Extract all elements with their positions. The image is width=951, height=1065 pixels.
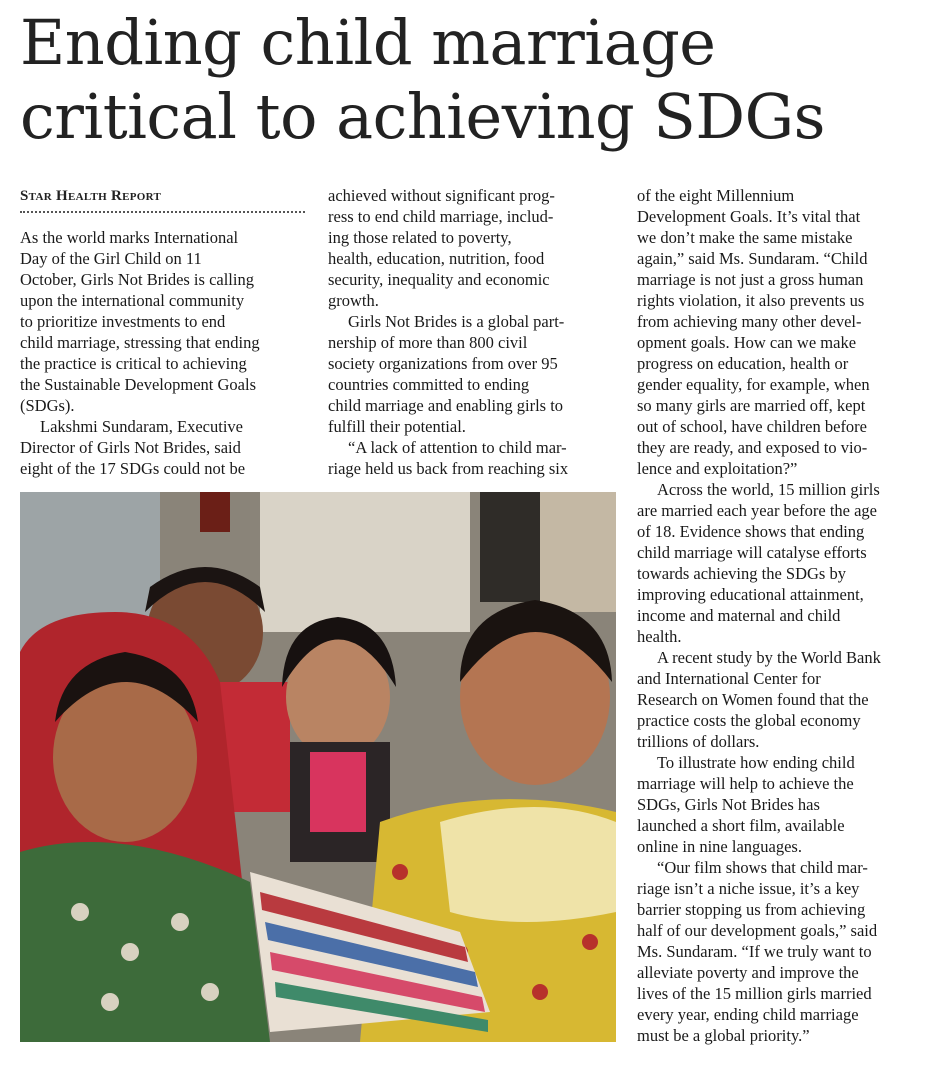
text-line: barrier stopping us from achieving <box>637 900 866 919</box>
text-line: the practice is critical to achieving <box>20 354 247 373</box>
text-line: Director of Girls Not Brides, said <box>20 438 241 457</box>
text-line: gender equality, for example, when <box>637 375 870 394</box>
text-line: upon the international community <box>20 291 245 310</box>
text-line: child marriage and enabling girls to <box>328 396 564 415</box>
text-line: Development Goals. It’s vital that <box>637 207 861 226</box>
text-line: “Our film shows that child mar- <box>657 858 868 877</box>
text-line: so many girls are married off, kept <box>637 396 866 415</box>
text-line: half of our development goals,” said <box>637 921 878 940</box>
text-line: and International Center for <box>637 669 821 688</box>
text-line: of 18. Evidence shows that ending <box>637 522 865 541</box>
text-line: child marriage will catalyse efforts <box>637 543 867 562</box>
headline-line-1: Ending child marriage <box>20 6 716 79</box>
text-line: Day of the Girl Child on 11 <box>20 249 202 268</box>
text-line: Lakshmi Sundaram, Executive <box>40 417 243 436</box>
text-line: the Sustainable Development Goals <box>20 375 256 394</box>
article-column-3 <box>637 185 925 1046</box>
text-line: to prioritize investments to end <box>20 312 226 331</box>
text-line: growth. <box>328 291 379 310</box>
text-line: countries committed to ending <box>328 375 530 394</box>
text-line: health. <box>637 627 682 646</box>
byline: Star Health Report <box>20 188 162 204</box>
text-line: of the eight Millennium <box>637 186 795 205</box>
text-line: launched a short film, available <box>637 816 845 835</box>
text-line: riage held us back from reaching six <box>328 459 569 478</box>
text-line: To illustrate how ending child <box>657 753 855 772</box>
article-column-2 <box>328 185 616 479</box>
text-line: marriage will help to achieve the <box>637 774 854 793</box>
byline-divider <box>20 211 305 213</box>
text-line: improving educational attainment, <box>637 585 864 604</box>
text-line: eight of the 17 SDGs could not be <box>20 459 246 478</box>
text-line: (SDGs). <box>20 396 75 415</box>
text-line: practice costs the global economy <box>637 711 861 730</box>
text-line: again,” said Ms. Sundaram. “Child <box>637 249 868 268</box>
text-line: security, inequality and economic <box>328 270 550 289</box>
text-line: alleviate poverty and improve the <box>637 963 859 982</box>
text-line: Across the world, 15 million girls <box>657 480 880 499</box>
text-line: Ms. Sundaram. “If we truly want to <box>637 942 872 961</box>
headline-line-2: critical to achieving SDGs <box>20 80 825 153</box>
article-photo <box>20 492 616 1042</box>
text-line: towards achieving the SDGs by <box>637 564 846 583</box>
text-line: nership of more than 800 civil <box>328 333 528 352</box>
text-line: child marriage, stressing that ending <box>20 333 260 352</box>
text-line: As the world marks International <box>20 228 239 247</box>
text-line: marriage is not just a gross human <box>637 270 864 289</box>
headline <box>20 6 940 154</box>
article-column-1 <box>20 227 308 479</box>
text-line: rights violation, it also prevents us <box>637 291 865 310</box>
text-line: they are ready, and exposed to vio- <box>637 438 868 457</box>
text-line: health, education, nutrition, food <box>328 249 545 268</box>
text-line: opment goals. How can we make <box>637 333 857 352</box>
text-line: online in nine languages. <box>637 837 802 856</box>
text-line: every year, ending child marriage <box>637 1005 859 1024</box>
text-line: Girls Not Brides is a global part- <box>348 312 565 331</box>
text-line: we don’t make the same mistake <box>637 228 853 247</box>
text-line: Research on Women found that the <box>637 690 869 709</box>
text-line: society organizations from over 95 <box>328 354 558 373</box>
text-line: must be a global priority.” <box>637 1026 810 1045</box>
text-line: from achieving many other devel- <box>637 312 862 331</box>
text-line: A recent study by the World Bank <box>657 648 881 667</box>
text-line: SDGs, Girls Not Brides has <box>637 795 820 814</box>
text-line: are married each year before the age <box>637 501 877 520</box>
text-line: progress on education, health or <box>637 354 849 373</box>
text-line: income and maternal and child <box>637 606 841 625</box>
text-line: “A lack of attention to child mar- <box>348 438 567 457</box>
text-line: out of school, have children before <box>637 417 868 436</box>
text-line: lives of the 15 million girls married <box>637 984 872 1003</box>
text-line: trillions of dollars. <box>637 732 760 751</box>
girls-with-books-illustration <box>20 492 616 1042</box>
text-line: riage isn’t a niche issue, it’s a key <box>637 879 860 898</box>
text-line: ress to end child marriage, includ- <box>328 207 554 226</box>
text-line: fulfill their potential. <box>328 417 466 436</box>
text-line: October, Girls Not Brides is calling <box>20 270 254 289</box>
text-line: ing those related to poverty, <box>328 228 512 247</box>
text-line: achieved without significant prog- <box>328 186 555 205</box>
text-line: lence and exploitation?” <box>637 459 798 478</box>
